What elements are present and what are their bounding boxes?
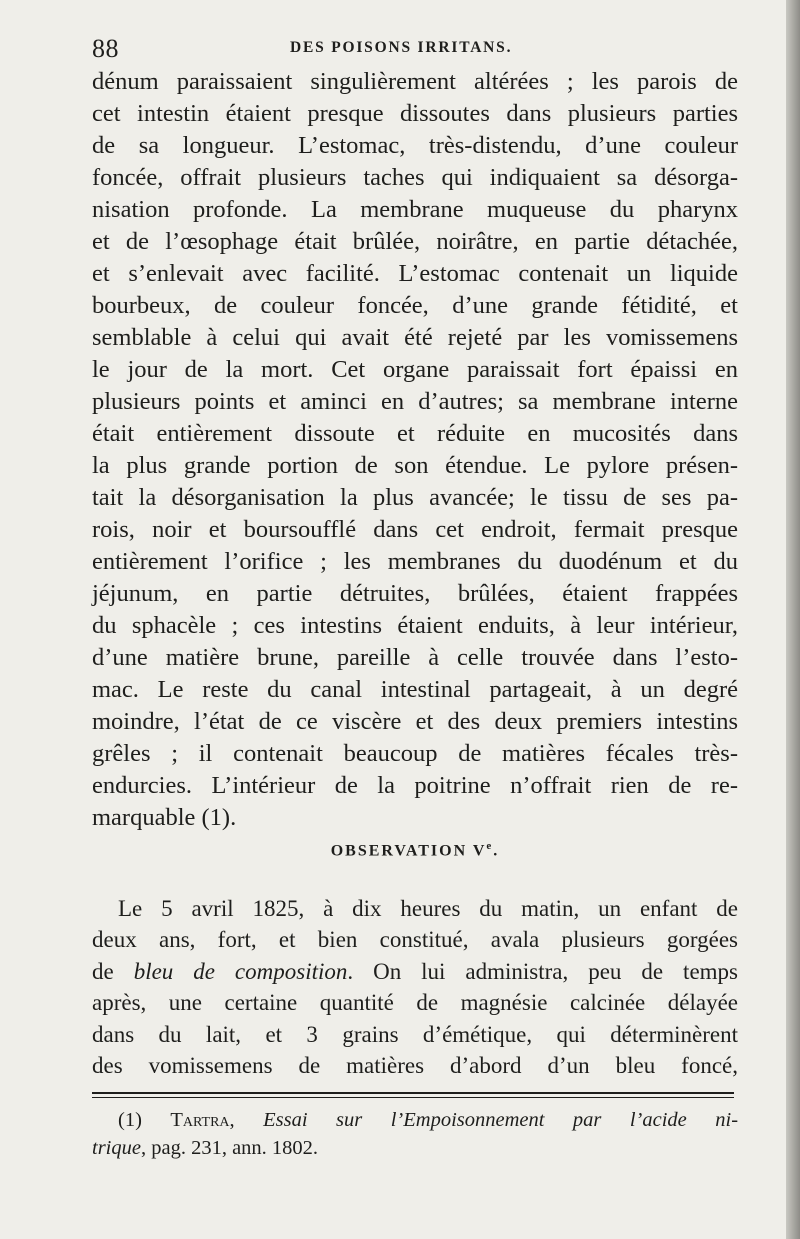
footnote-line [118,1106,738,1134]
body-line: et de l’œsophage était brûlée, noirâtre, en partie détachée, [92,228,738,255]
body-text [92,66,738,834]
body-line: endurcies. L’intérieur de la poitrine n’offrait rien de re- [92,772,738,799]
body-line: entièrement l’orifice ; les membranes du duodénum et du [92,548,738,575]
body-line: jéjunum, en partie détruites, brûlées, étaient frappées [92,580,738,607]
body-line: grêles ; il contenait beaucoup de matières fécales très- [92,740,738,767]
body-line: le jour de la mort. Cet organe paraissait fort épaissi en [92,356,738,383]
observation-line: des vomissemens de matières d’abord d’un bleu foncé, [92,1052,738,1078]
body-line: foncée, offrait plusieurs taches qui indiquaient sa désorga- [92,164,738,191]
body-line: la plus grande portion de son étendue. Le pylore présen- [92,452,738,479]
body-line: rois, noir et boursoufflé dans cet endroit, fermait presque [92,516,738,543]
footnote-line [92,1134,738,1162]
body-line: mac. Le reste du canal intestinal partageait, à un degré [92,676,738,703]
footnote-title: Essai sur l’Empoisonnement par l’acide ni- [263,1109,739,1131]
running-head [92,34,738,64]
observation-heading-period: . [493,842,500,860]
observation-line [92,956,738,987]
footnote-marker: (1) [118,1109,142,1131]
observation-heading [92,840,738,860]
body-line: moindre, l’état de ce viscère et des deux premiers intestins [92,708,738,735]
body-line: dénum paraissaient singulièrement altérées ; les parois de [92,68,738,95]
body-line: était entièrement dissoute et réduite en mucosités dans [92,420,738,447]
footnote-separator: , [229,1109,264,1131]
observation-line-italic: bleu de composition [133,958,348,984]
footnote-rule-thin [92,1097,734,1098]
body-line: marquable (1). [92,804,237,831]
footnote [92,1106,739,1162]
observation-heading-superscript: e [486,840,494,852]
body-line: et s’enlevait avec facilité. L’estomac contenait un liquide [92,260,738,287]
page-number: 88 [92,34,119,63]
footnote-title-end: trique [92,1137,141,1159]
body-line: tait la désorganisation la plus avancée; le tissu de ses pa- [92,484,738,511]
observation-heading-text: OBSERVATION V [330,842,487,860]
body-line: plusieurs points et aminci en d’autres; sa membrane interne [92,388,738,415]
footnote-rule [92,1092,734,1094]
page-edge-shadow [786,0,800,1239]
observation-line: Le 5 avril 1825, à dix heures du matin, un enfant de [118,896,738,921]
body-line: bourbeux, de couleur foncée, d’une grande fétidité, et [92,292,738,319]
running-title: DES POISONS IRRITANS. [290,39,513,56]
body-line: du sphacèle ; ces intestins étaient enduits, à leur intérieur, [92,612,738,639]
footnote-author: Tartra [170,1109,230,1131]
body-line: nisation profonde. La membrane muqueuse du pharynx [92,196,738,223]
observation-text [92,893,738,1081]
observation-line: deux ans, fort, et bien constitué, avala plusieurs gorgées [92,927,738,953]
observation-line-segment: de [92,958,134,984]
body-line: de sa longueur. L’estomac, très-distendu, d’une couleur [92,132,738,159]
footnote-citation: , pag. 231, ann. 1802. [140,1137,319,1159]
body-line: cet intestin étaient presque dissoutes dans plusieurs parties [92,100,738,127]
observation-line: après, une certaine quantité de magnésie calcinée délayée [92,990,738,1016]
observation-line: dans du lait, et 3 grains d’émétique, qui déterminèrent [92,1021,738,1047]
body-line: d’une matière brune, pareille à celle trouvée dans l’esto- [92,644,738,671]
body-line: semblable à celui qui avait été rejeté par les vomissemens [92,324,738,351]
observation-line-segment: . On lui administra, peu de temps [347,958,739,984]
